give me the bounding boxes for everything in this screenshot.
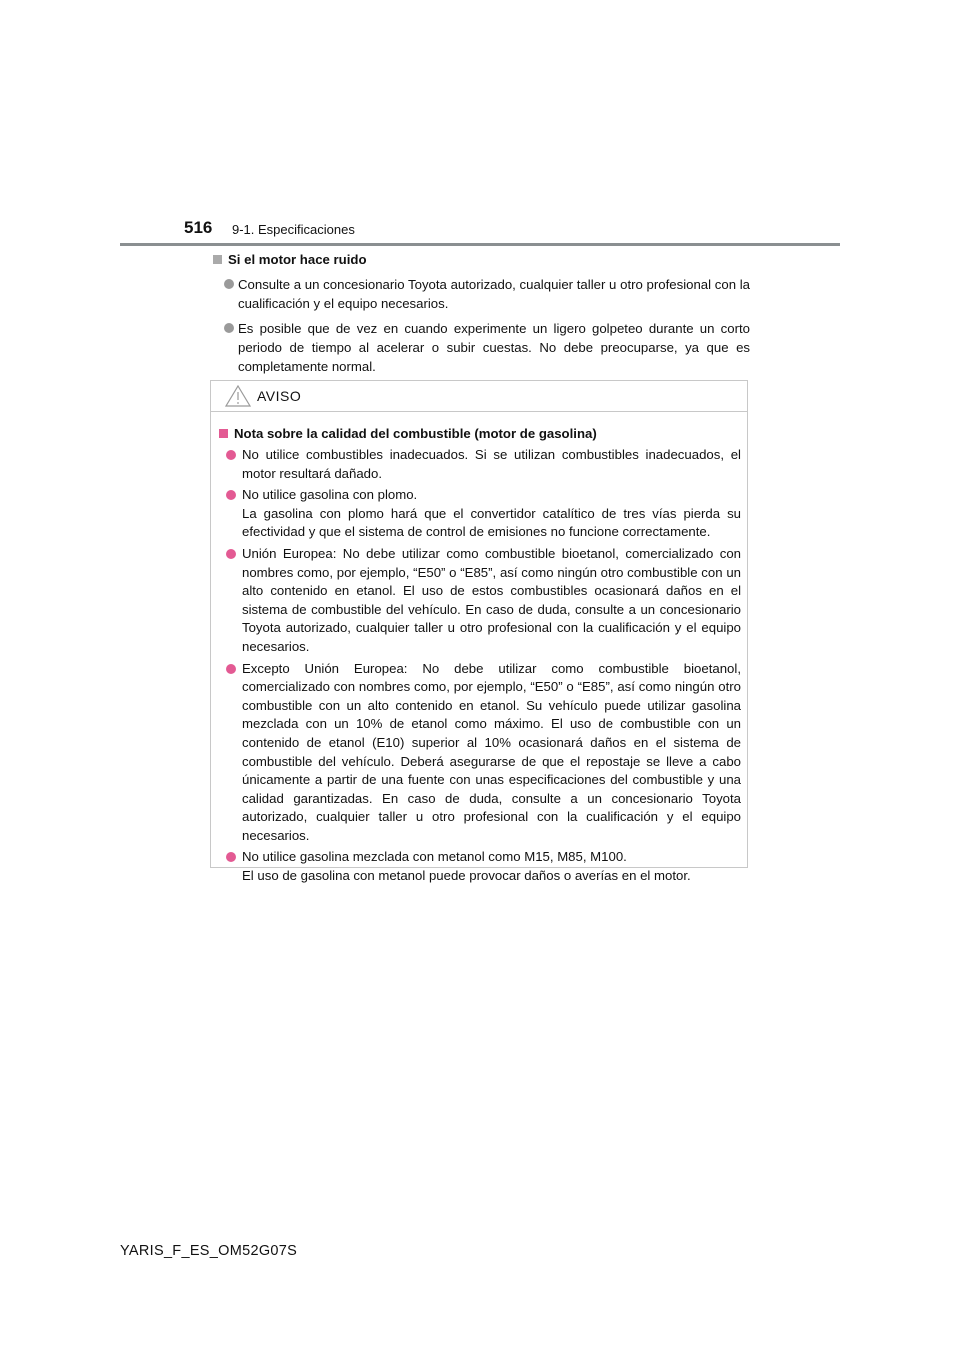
warning-title: AVISO xyxy=(257,388,302,404)
warning-body xyxy=(211,412,747,886)
list-item-text: Excepto Unión Europea: No debe utilizar como combustible bioetanol, comercializado con nombres como, por ejemplo, “E50” o “E85”, así como ningún otro combustible con un alto contenido en etanol. Su vehículo puede utilizar gasolina mezclada con un 10% de etanol como máximo. El uso de combustible con un contenido de etanol (E10) superior al 10% ocasionará daños en el sistema de combustible del vehículo. Deberá asegurarse de que el repostaje se lleve a cabo únicamente a partir de una fuente con unas especificaciones del combustible y una calidad garantizadas. En caso de duda, consulte a un concesionario Toyota autorizado, cualquier taller u otro profesional con la cualificación y el equipo necesarios. xyxy=(242,660,741,843)
warning-heading xyxy=(218,424,741,443)
document-code: YARIS_F_ES_OM52G07S xyxy=(120,1243,298,1259)
list-item xyxy=(223,848,741,885)
section-title: 9-1. Especificaciones xyxy=(232,222,355,237)
warning-box xyxy=(210,380,748,884)
list-item xyxy=(223,545,741,657)
list-item xyxy=(223,446,741,483)
square-bullet-icon xyxy=(213,255,222,264)
list-item xyxy=(223,660,741,846)
bullet-icon xyxy=(226,549,236,559)
list-item xyxy=(210,275,750,313)
engine-noise-heading-text: Si el motor hace ruido xyxy=(228,252,367,267)
bullet-icon xyxy=(224,323,234,333)
list-item-text: Es posible que de vez en cuando experimente un ligero golpeteo durante un corto periodo de tiempo al acelerar o subir cuestas. No debe preocuparse, ya que es completamente normal. xyxy=(238,321,750,374)
list-item-text: La gasolina con plomo hará que el convertidor catalítico de tres vías pierda su efectividad y que el sistema de control de emisiones no funcione correctamente. xyxy=(242,505,741,540)
square-bullet-icon xyxy=(219,429,228,438)
list-item-text: No utilice gasolina mezclada con metanol como M15, M85, M100. xyxy=(242,849,627,865)
list-item xyxy=(210,319,750,376)
warning-heading-text: Nota sobre la calidad del combustible (motor de gasolina) xyxy=(234,426,597,441)
list-item xyxy=(223,486,741,542)
list-item-text: El uso de gasolina con metanol puede provocar daños o averías en el motor. xyxy=(242,868,691,884)
bullet-icon xyxy=(226,490,236,500)
engine-noise-heading xyxy=(210,250,750,269)
bullet-icon xyxy=(226,852,236,862)
warning-header xyxy=(211,381,747,412)
header-rule xyxy=(120,243,840,246)
list-item-text: No utilice gasolina con plomo. xyxy=(242,487,418,503)
engine-noise-section xyxy=(210,250,750,376)
page-number: 516 xyxy=(184,218,213,237)
list-item-text: Consulte a un concesionario Toyota autorizado, cualquier taller u otro profesional con la cualificación y el equipo necesarios. xyxy=(238,277,750,311)
bullet-icon xyxy=(224,279,234,289)
list-item-text: No utilice combustibles inadecuados. Si se utilizan combustibles inadecuados, el motor resultará dañado. xyxy=(242,447,741,481)
bullet-icon xyxy=(226,664,236,674)
bullet-icon xyxy=(226,450,236,460)
warning-triangle-icon xyxy=(225,385,251,407)
list-item-text: Unión Europea: No debe utilizar como combustible bioetanol, comercializado con nombres como, por ejemplo, “E50” o “E85”, así como ningún otro combustible con un alto contenido en etanol. El uso de estos combustibles ocasionará daños en el sistema de combustible del vehículo. En caso de duda, consulte a un concesionario Toyota autorizado, cualquier taller u otro profesional con la cualificación y el equipo necesarios. xyxy=(242,545,741,654)
